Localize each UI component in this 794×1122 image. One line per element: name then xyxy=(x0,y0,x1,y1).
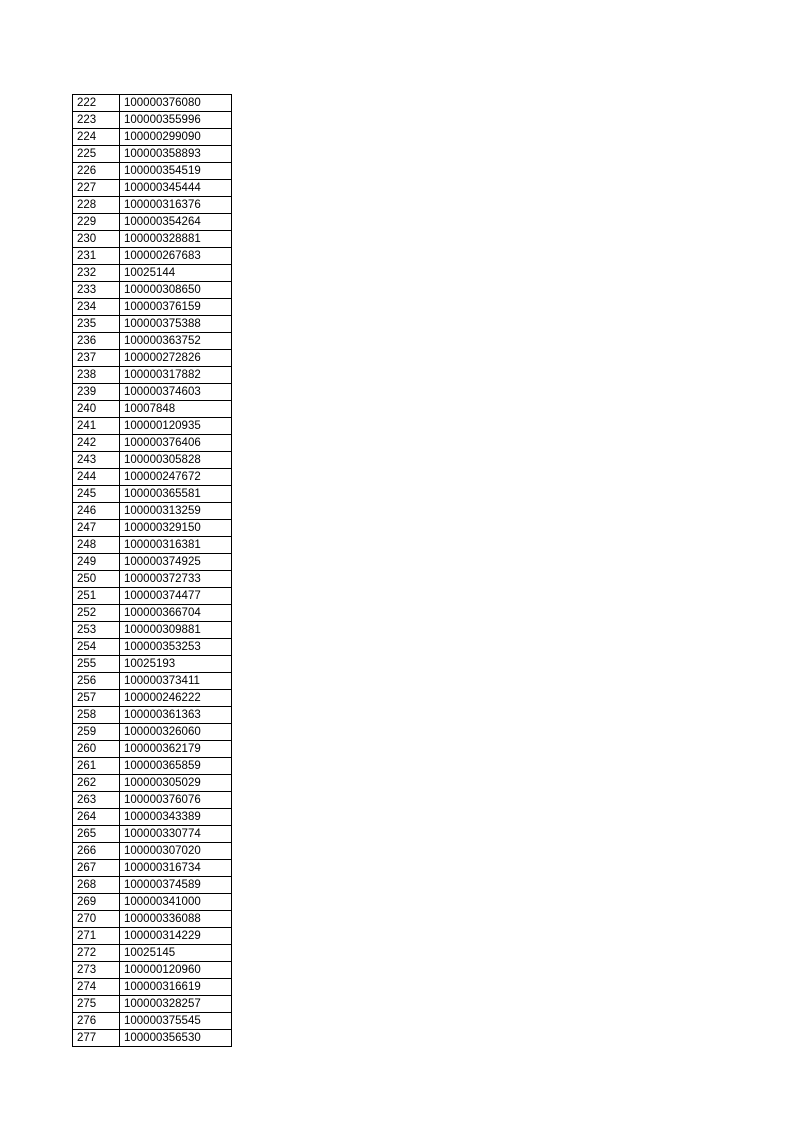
cell-index: 275 xyxy=(73,996,120,1013)
table-row xyxy=(73,1030,232,1047)
cell-value: 100000314229 xyxy=(120,928,232,945)
cell-value: 100000355996 xyxy=(120,112,232,129)
cell-index: 244 xyxy=(73,469,120,486)
table-row xyxy=(73,248,232,265)
cell-index: 243 xyxy=(73,452,120,469)
cell-index: 258 xyxy=(73,707,120,724)
table-row xyxy=(73,894,232,911)
table-row xyxy=(73,690,232,707)
table-row xyxy=(73,877,232,894)
data-table xyxy=(72,94,232,1047)
cell-index: 237 xyxy=(73,350,120,367)
table-row xyxy=(73,758,232,775)
cell-value: 100000328881 xyxy=(120,231,232,248)
cell-value: 100000365859 xyxy=(120,758,232,775)
cell-value: 100000376080 xyxy=(120,95,232,112)
table-row xyxy=(73,316,232,333)
cell-index: 260 xyxy=(73,741,120,758)
cell-value: 100000345444 xyxy=(120,180,232,197)
cell-value: 100000267683 xyxy=(120,248,232,265)
cell-value: 100000330774 xyxy=(120,826,232,843)
cell-index: 225 xyxy=(73,146,120,163)
table-row xyxy=(73,95,232,112)
table-row xyxy=(73,707,232,724)
cell-index: 248 xyxy=(73,537,120,554)
cell-value: 10025145 xyxy=(120,945,232,962)
cell-value: 100000326060 xyxy=(120,724,232,741)
cell-index: 250 xyxy=(73,571,120,588)
table-row xyxy=(73,741,232,758)
cell-value: 100000363752 xyxy=(120,333,232,350)
cell-value: 100000353253 xyxy=(120,639,232,656)
cell-value: 100000272826 xyxy=(120,350,232,367)
cell-index: 272 xyxy=(73,945,120,962)
table-row xyxy=(73,605,232,622)
cell-value: 100000307020 xyxy=(120,843,232,860)
cell-index: 240 xyxy=(73,401,120,418)
cell-index: 262 xyxy=(73,775,120,792)
table-row xyxy=(73,469,232,486)
table-row xyxy=(73,146,232,163)
cell-index: 234 xyxy=(73,299,120,316)
cell-value: 100000120960 xyxy=(120,962,232,979)
cell-value: 100000376159 xyxy=(120,299,232,316)
cell-value: 100000329150 xyxy=(120,520,232,537)
cell-value: 100000374603 xyxy=(120,384,232,401)
cell-index: 246 xyxy=(73,503,120,520)
cell-value: 100000343389 xyxy=(120,809,232,826)
cell-value: 100000376076 xyxy=(120,792,232,809)
cell-value: 100000316619 xyxy=(120,979,232,996)
cell-value: 100000361363 xyxy=(120,707,232,724)
table-row xyxy=(73,435,232,452)
cell-index: 251 xyxy=(73,588,120,605)
cell-value: 100000354519 xyxy=(120,163,232,180)
cell-value: 100000317882 xyxy=(120,367,232,384)
table-row xyxy=(73,350,232,367)
cell-value: 100000316376 xyxy=(120,197,232,214)
table-row xyxy=(73,928,232,945)
cell-index: 241 xyxy=(73,418,120,435)
cell-index: 254 xyxy=(73,639,120,656)
cell-index: 227 xyxy=(73,180,120,197)
cell-index: 273 xyxy=(73,962,120,979)
cell-index: 236 xyxy=(73,333,120,350)
table-row xyxy=(73,537,232,554)
cell-value: 100000328257 xyxy=(120,996,232,1013)
cell-index: 222 xyxy=(73,95,120,112)
cell-value: 10025193 xyxy=(120,656,232,673)
cell-value: 100000376406 xyxy=(120,435,232,452)
cell-value: 100000373411 xyxy=(120,673,232,690)
cell-value: 100000341000 xyxy=(120,894,232,911)
cell-value: 100000375545 xyxy=(120,1013,232,1030)
cell-index: 232 xyxy=(73,265,120,282)
table-row xyxy=(73,843,232,860)
table-row xyxy=(73,214,232,231)
cell-index: 230 xyxy=(73,231,120,248)
table-row xyxy=(73,163,232,180)
cell-value: 100000358893 xyxy=(120,146,232,163)
table-row xyxy=(73,622,232,639)
cell-index: 274 xyxy=(73,979,120,996)
table-row xyxy=(73,996,232,1013)
table-row xyxy=(73,826,232,843)
cell-index: 253 xyxy=(73,622,120,639)
table-row xyxy=(73,945,232,962)
table-row xyxy=(73,588,232,605)
cell-value: 100000374477 xyxy=(120,588,232,605)
cell-index: 226 xyxy=(73,163,120,180)
table-row xyxy=(73,775,232,792)
cell-index: 270 xyxy=(73,911,120,928)
table-row xyxy=(73,809,232,826)
table-row xyxy=(73,384,232,401)
table-row xyxy=(73,724,232,741)
cell-value: 100000372733 xyxy=(120,571,232,588)
cell-index: 231 xyxy=(73,248,120,265)
cell-value: 100000365581 xyxy=(120,486,232,503)
cell-value: 100000316734 xyxy=(120,860,232,877)
table-row xyxy=(73,418,232,435)
table-row xyxy=(73,860,232,877)
cell-value: 100000305828 xyxy=(120,452,232,469)
cell-index: 266 xyxy=(73,843,120,860)
cell-index: 264 xyxy=(73,809,120,826)
cell-index: 242 xyxy=(73,435,120,452)
cell-index: 263 xyxy=(73,792,120,809)
table-row xyxy=(73,656,232,673)
table-row xyxy=(73,112,232,129)
cell-value: 100000313259 xyxy=(120,503,232,520)
cell-value: 100000336088 xyxy=(120,911,232,928)
cell-value: 100000305029 xyxy=(120,775,232,792)
table-row xyxy=(73,197,232,214)
table-row xyxy=(73,571,232,588)
cell-value: 100000309881 xyxy=(120,622,232,639)
cell-value: 10025144 xyxy=(120,265,232,282)
table-row xyxy=(73,401,232,418)
table-row xyxy=(73,486,232,503)
cell-index: 247 xyxy=(73,520,120,537)
table-row xyxy=(73,452,232,469)
cell-index: 271 xyxy=(73,928,120,945)
cell-index: 229 xyxy=(73,214,120,231)
table-row xyxy=(73,180,232,197)
cell-index: 261 xyxy=(73,758,120,775)
cell-value: 10007848 xyxy=(120,401,232,418)
cell-value: 100000354264 xyxy=(120,214,232,231)
cell-value: 100000247672 xyxy=(120,469,232,486)
table-body xyxy=(73,95,232,1047)
cell-index: 277 xyxy=(73,1030,120,1047)
table-row xyxy=(73,639,232,656)
cell-index: 239 xyxy=(73,384,120,401)
cell-value: 100000374589 xyxy=(120,877,232,894)
cell-index: 245 xyxy=(73,486,120,503)
table-row xyxy=(73,503,232,520)
cell-value: 100000299090 xyxy=(120,129,232,146)
cell-index: 223 xyxy=(73,112,120,129)
cell-index: 268 xyxy=(73,877,120,894)
cell-value: 100000374925 xyxy=(120,554,232,571)
cell-index: 249 xyxy=(73,554,120,571)
table-row xyxy=(73,231,232,248)
table-row xyxy=(73,979,232,996)
cell-index: 265 xyxy=(73,826,120,843)
cell-index: 228 xyxy=(73,197,120,214)
cell-index: 257 xyxy=(73,690,120,707)
cell-value: 100000246222 xyxy=(120,690,232,707)
table-row xyxy=(73,333,232,350)
cell-value: 100000366704 xyxy=(120,605,232,622)
table-row xyxy=(73,282,232,299)
cell-value: 100000316381 xyxy=(120,537,232,554)
table-row xyxy=(73,367,232,384)
table-row xyxy=(73,962,232,979)
cell-index: 255 xyxy=(73,656,120,673)
table-row xyxy=(73,673,232,690)
cell-index: 269 xyxy=(73,894,120,911)
cell-index: 276 xyxy=(73,1013,120,1030)
cell-index: 233 xyxy=(73,282,120,299)
cell-index: 235 xyxy=(73,316,120,333)
table-row xyxy=(73,1013,232,1030)
table-row xyxy=(73,554,232,571)
table-row xyxy=(73,792,232,809)
cell-value: 100000308650 xyxy=(120,282,232,299)
cell-value: 100000120935 xyxy=(120,418,232,435)
cell-index: 224 xyxy=(73,129,120,146)
table-row xyxy=(73,265,232,282)
table-row xyxy=(73,299,232,316)
cell-index: 252 xyxy=(73,605,120,622)
cell-value: 100000356530 xyxy=(120,1030,232,1047)
cell-index: 256 xyxy=(73,673,120,690)
cell-index: 238 xyxy=(73,367,120,384)
cell-index: 267 xyxy=(73,860,120,877)
table-row xyxy=(73,911,232,928)
cell-index: 259 xyxy=(73,724,120,741)
cell-value: 100000362179 xyxy=(120,741,232,758)
table-row xyxy=(73,520,232,537)
cell-value: 100000375388 xyxy=(120,316,232,333)
table-row xyxy=(73,129,232,146)
